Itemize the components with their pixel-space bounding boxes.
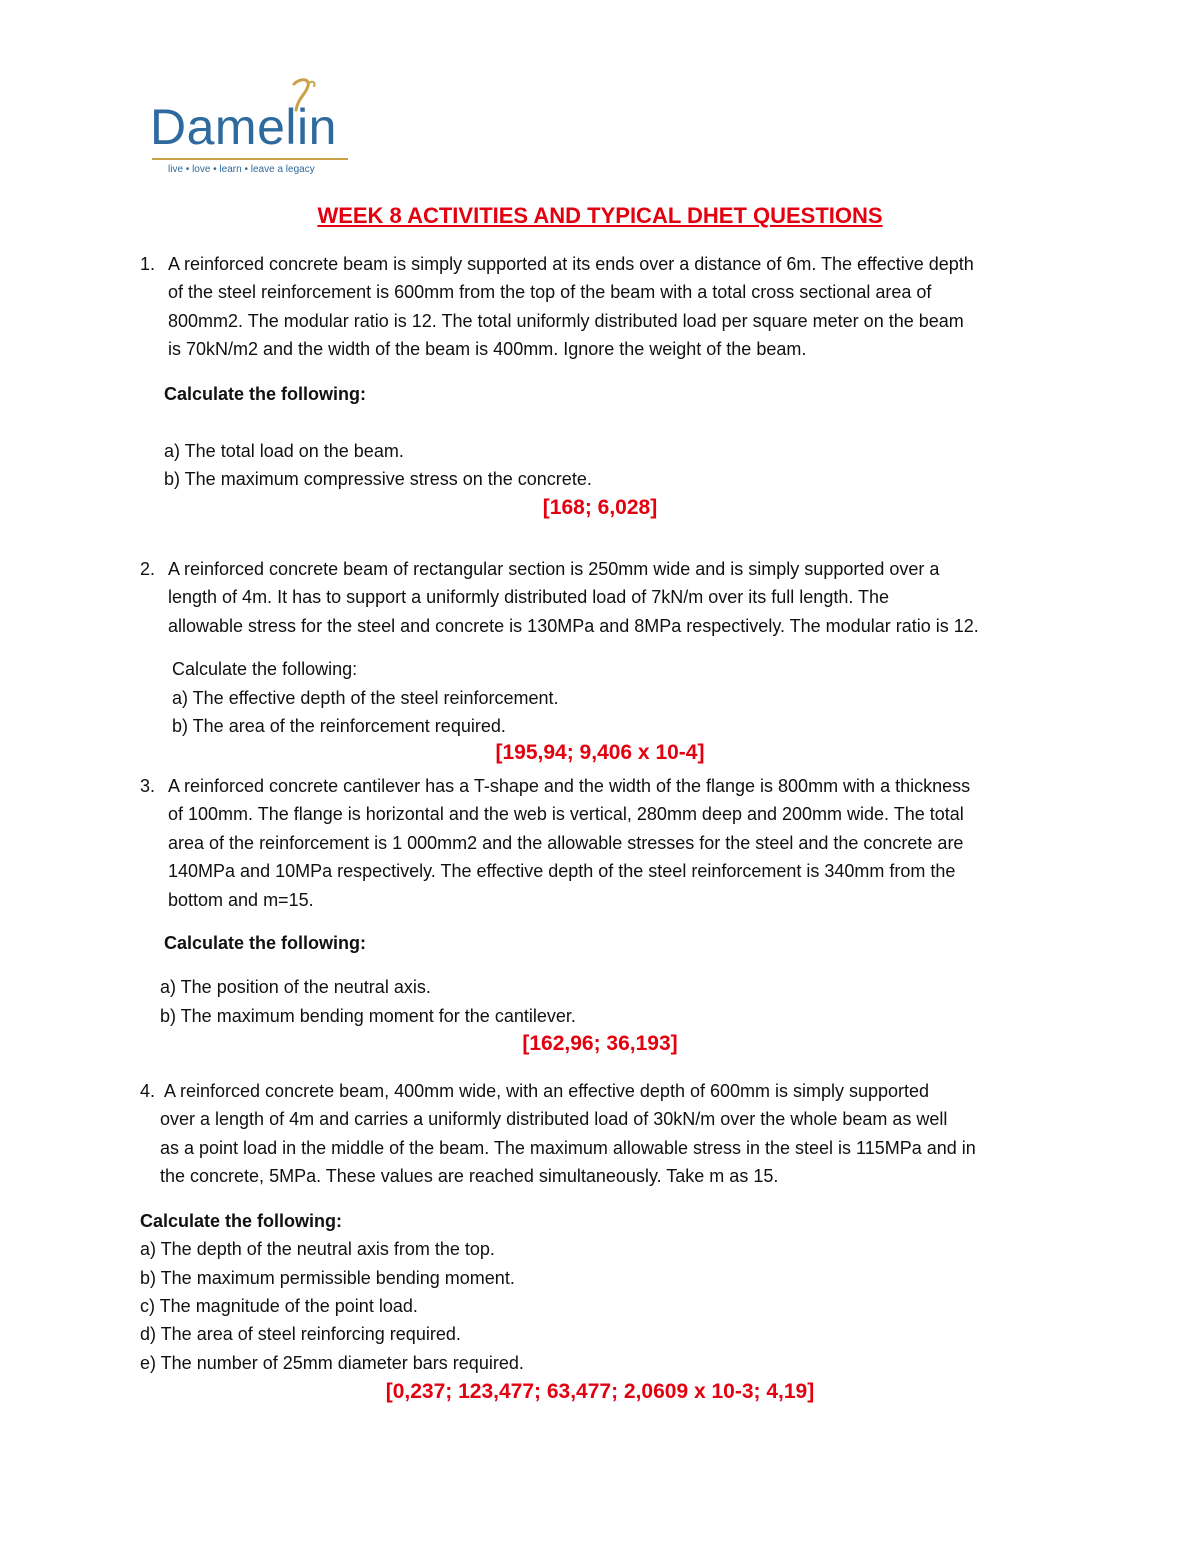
q3-answer: [162,96; 36,193] — [522, 1032, 678, 1055]
q2-calc-label: Calculate the following: — [172, 659, 358, 679]
q1-line: A reinforced concrete beam is simply supported at its ends over a distance of 6m. The effective depth — [168, 254, 974, 274]
q3-number: 3. — [140, 776, 156, 796]
q2-part: a) The effective depth of the steel reinforcement. — [172, 688, 559, 708]
q3-part: a) The position of the neutral axis. — [160, 977, 431, 997]
q2-part: b) The area of the reinforcement required. — [172, 716, 506, 736]
q1-line: 800mm2. The modular ratio is 12. The total uniformly distributed load per square meter on the beam — [168, 311, 964, 331]
q1-part: b) The maximum compressive stress on the concrete. — [164, 469, 592, 489]
q4-part: c) The magnitude of the point load. — [140, 1296, 418, 1316]
q4-part: a) The depth of the neutral axis from the top. — [140, 1239, 495, 1259]
page-title: WEEK 8 ACTIVITIES AND TYPICAL DHET QUESTIONS — [317, 203, 883, 228]
q4-line: over a length of 4m and carries a uniformly distributed load of 30kN/m over the whole beam as well — [160, 1109, 948, 1129]
q3-part: b) The maximum bending moment for the cantilever. — [160, 1006, 576, 1026]
q1-line: of the steel reinforcement is 600mm from the top of the beam with a total cross sectional area of — [168, 282, 932, 302]
q2-number: 2. — [140, 559, 156, 579]
q3-line: 140MPa and 10MPa respectively. The effective depth of the steel reinforcement is 340mm from the — [168, 861, 956, 881]
q2-line: allowable stress for the steel and concrete is 130MPa and 8MPa respectively. The modular ratio is 12. — [168, 616, 979, 636]
damelin-logo — [150, 76, 360, 182]
q2-line: A reinforced concrete beam of rectangular section is 250mm wide and is simply supported over a — [168, 559, 940, 579]
q4-part: b) The maximum permissible bending moment. — [140, 1268, 515, 1288]
q1-answer: [168; 6,028] — [542, 496, 658, 519]
q2-answer: [195,94; 9,406 x 10-4] — [495, 741, 705, 764]
q1-number: 1. — [140, 254, 156, 274]
q4-answer: [0,237; 123,477; 63,477; 2,0609 x 10-3; 4,19] — [385, 1380, 815, 1403]
q3-line: bottom and m=15. — [168, 890, 314, 910]
q4-part: e) The number of 25mm diameter bars required. — [140, 1353, 524, 1373]
logo-rule — [152, 158, 348, 160]
logo-tagline: live • love • learn • leave a legacy — [168, 164, 315, 175]
q3-line: of 100mm. The flange is horizontal and the web is vertical, 280mm deep and 200mm wide. The total — [168, 804, 964, 824]
q3-line: area of the reinforcement is 1 000mm2 and the allowable stresses for the steel and the concrete are — [168, 833, 964, 853]
q4-part: d) The area of steel reinforcing required. — [140, 1324, 461, 1344]
q1-part: a) The total load on the beam. — [164, 441, 404, 461]
q4-line: the concrete, 5MPa. These values are reached simultaneously. Take m as 15. — [160, 1166, 779, 1186]
q4-number: 4. — [140, 1081, 156, 1101]
q1-line: is 70kN/m2 and the width of the beam is 400mm. Ignore the weight of the beam. — [168, 339, 807, 359]
q4-calc-label: Calculate the following: — [140, 1211, 343, 1231]
q3-line: A reinforced concrete cantilever has a T-shape and the width of the flange is 800mm with a thickness — [168, 776, 971, 796]
q2-line: length of 4m. It has to support a uniformly distributed load of 7kN/m over its full length. The — [168, 587, 890, 607]
q4-line: as a point load in the middle of the beam. The maximum allowable stress in the steel is 115MPa and in — [160, 1138, 976, 1158]
q1-calc-label: Calculate the following: — [164, 384, 367, 404]
q3-calc-label: Calculate the following: — [164, 933, 367, 953]
logo-wordmark: Damelin — [150, 99, 337, 155]
q4-line: A reinforced concrete beam, 400mm wide, with an effective depth of 600mm is simply supported — [164, 1081, 930, 1101]
